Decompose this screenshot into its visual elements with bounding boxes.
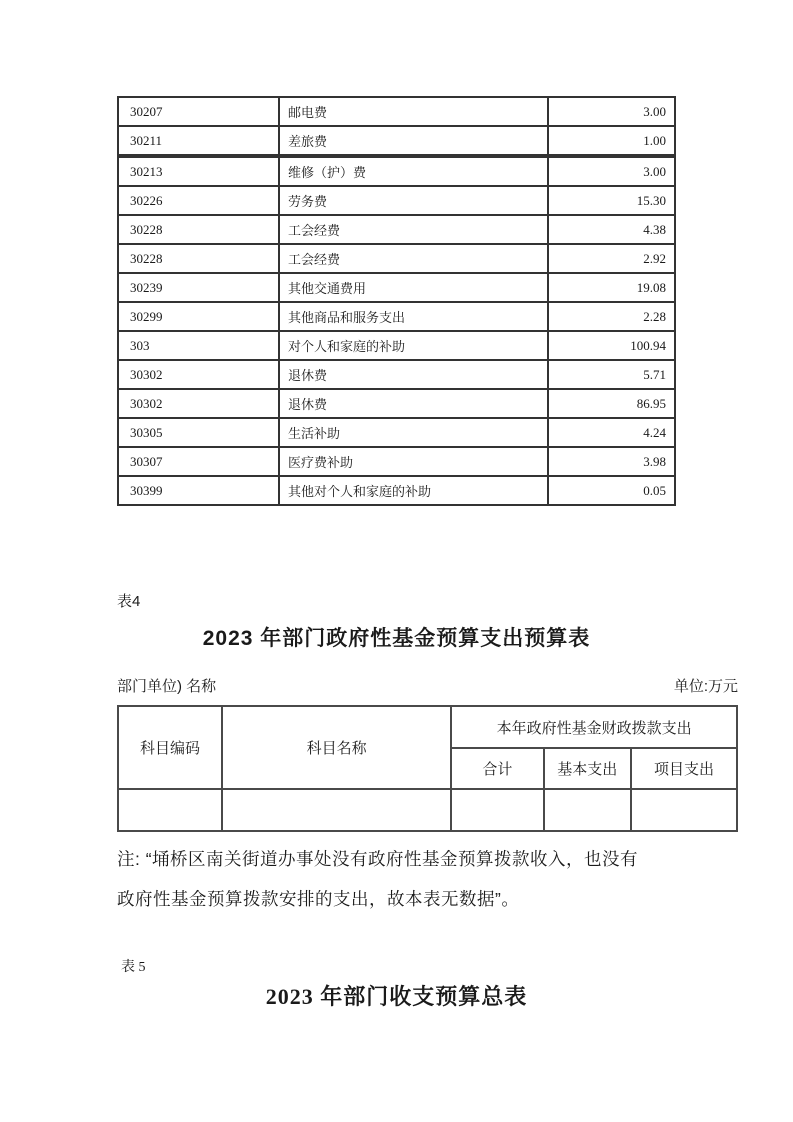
unit-label: 单位:万元	[673, 678, 738, 695]
subject-name: 退休费	[279, 360, 548, 389]
subject-name: 劳务费	[279, 186, 548, 215]
subject-code: 30207	[118, 97, 279, 126]
subject-code: 30239	[118, 273, 279, 302]
table-row	[118, 389, 675, 418]
subject-name: 对个人和家庭的补助	[279, 331, 548, 360]
amount: 2.28	[548, 302, 675, 331]
col-header-subject-name: 科目名称	[222, 706, 451, 789]
subject-name: 工会经费	[279, 244, 548, 273]
col-header-basic: 基本支出	[544, 748, 631, 789]
subject-name: 生活补助	[279, 418, 548, 447]
subject-code: 30213	[118, 156, 279, 186]
subject-name: 邮电费	[279, 97, 548, 126]
table-row	[118, 302, 675, 331]
subject-code: 30302	[118, 360, 279, 389]
department-name-label: 部门单位) 名称	[117, 678, 217, 695]
subject-code: 30399	[118, 476, 279, 505]
table4-title: 2023 年部门政府性基金预算支出预算表	[202, 627, 591, 650]
amount: 1.00	[548, 126, 675, 156]
table-row	[118, 447, 675, 476]
table-row	[118, 418, 675, 447]
amount: 4.24	[548, 418, 675, 447]
table-row	[118, 244, 675, 273]
col-header-total: 合计	[451, 748, 543, 789]
table-row	[118, 97, 675, 126]
amount: 15.30	[548, 186, 675, 215]
amount: 2.92	[548, 244, 675, 273]
table-row	[118, 156, 675, 186]
empty-cell	[451, 789, 543, 831]
subject-code: 30226	[118, 186, 279, 215]
table-row	[118, 215, 675, 244]
empty-cell	[544, 789, 631, 831]
amount: 86.95	[548, 389, 675, 418]
subject-name: 其他商品和服务支出	[279, 302, 548, 331]
table-row	[118, 476, 675, 505]
amount: 3.00	[548, 156, 675, 186]
subject-code: 30307	[118, 447, 279, 476]
subject-code: 30228	[118, 215, 279, 244]
table-row	[118, 186, 675, 215]
table-row	[118, 331, 675, 360]
subject-code: 30299	[118, 302, 279, 331]
subject-name: 差旅费	[279, 126, 548, 156]
amount: 3.98	[548, 447, 675, 476]
empty-cell	[118, 789, 222, 831]
subject-name: 工会经费	[279, 215, 548, 244]
fund-budget-table	[117, 705, 738, 832]
subject-code: 303	[118, 331, 279, 360]
subject-name: 退休费	[279, 389, 548, 418]
table4-label: 表4	[117, 593, 141, 610]
amount: 3.00	[548, 97, 675, 126]
amount: 19.08	[548, 273, 675, 302]
expense-detail-table	[117, 96, 676, 506]
amount: 100.94	[548, 331, 675, 360]
table5-title: 2023 年部门收支预算总表	[265, 984, 528, 1009]
col-header-group: 本年政府性基金财政拨款支出	[451, 706, 737, 748]
subject-code: 30305	[118, 418, 279, 447]
empty-cell	[222, 789, 451, 831]
col-header-project: 项目支出	[631, 748, 737, 789]
amount: 5.71	[548, 360, 675, 389]
empty-cell	[631, 789, 737, 831]
table5-label: 表 5	[121, 960, 146, 975]
note-line-2: 政府性基金预算拨款安排的支出，故本表无数据”。	[117, 889, 520, 909]
table4-note	[117, 839, 757, 919]
table-row	[118, 273, 675, 302]
table-row	[118, 126, 675, 156]
subject-code: 30302	[118, 389, 279, 418]
empty-data-row	[118, 789, 737, 831]
subject-name: 维修（护）费	[279, 156, 548, 186]
col-header-subject-code: 科目编码	[118, 706, 222, 789]
subject-code: 30211	[118, 126, 279, 156]
subject-name: 医疗费补助	[279, 447, 548, 476]
subject-name: 其他对个人和家庭的补助	[279, 476, 548, 505]
note-line-1: 注: “埇桥区南关街道办事处没有政府性基金预算拨款收入，也没有	[117, 849, 639, 869]
amount: 0.05	[548, 476, 675, 505]
table-header-row	[118, 706, 737, 748]
table-row	[118, 360, 675, 389]
subject-name: 其他交通费用	[279, 273, 548, 302]
subject-code: 30228	[118, 244, 279, 273]
amount: 4.38	[548, 215, 675, 244]
table4-caption-row	[117, 675, 738, 696]
